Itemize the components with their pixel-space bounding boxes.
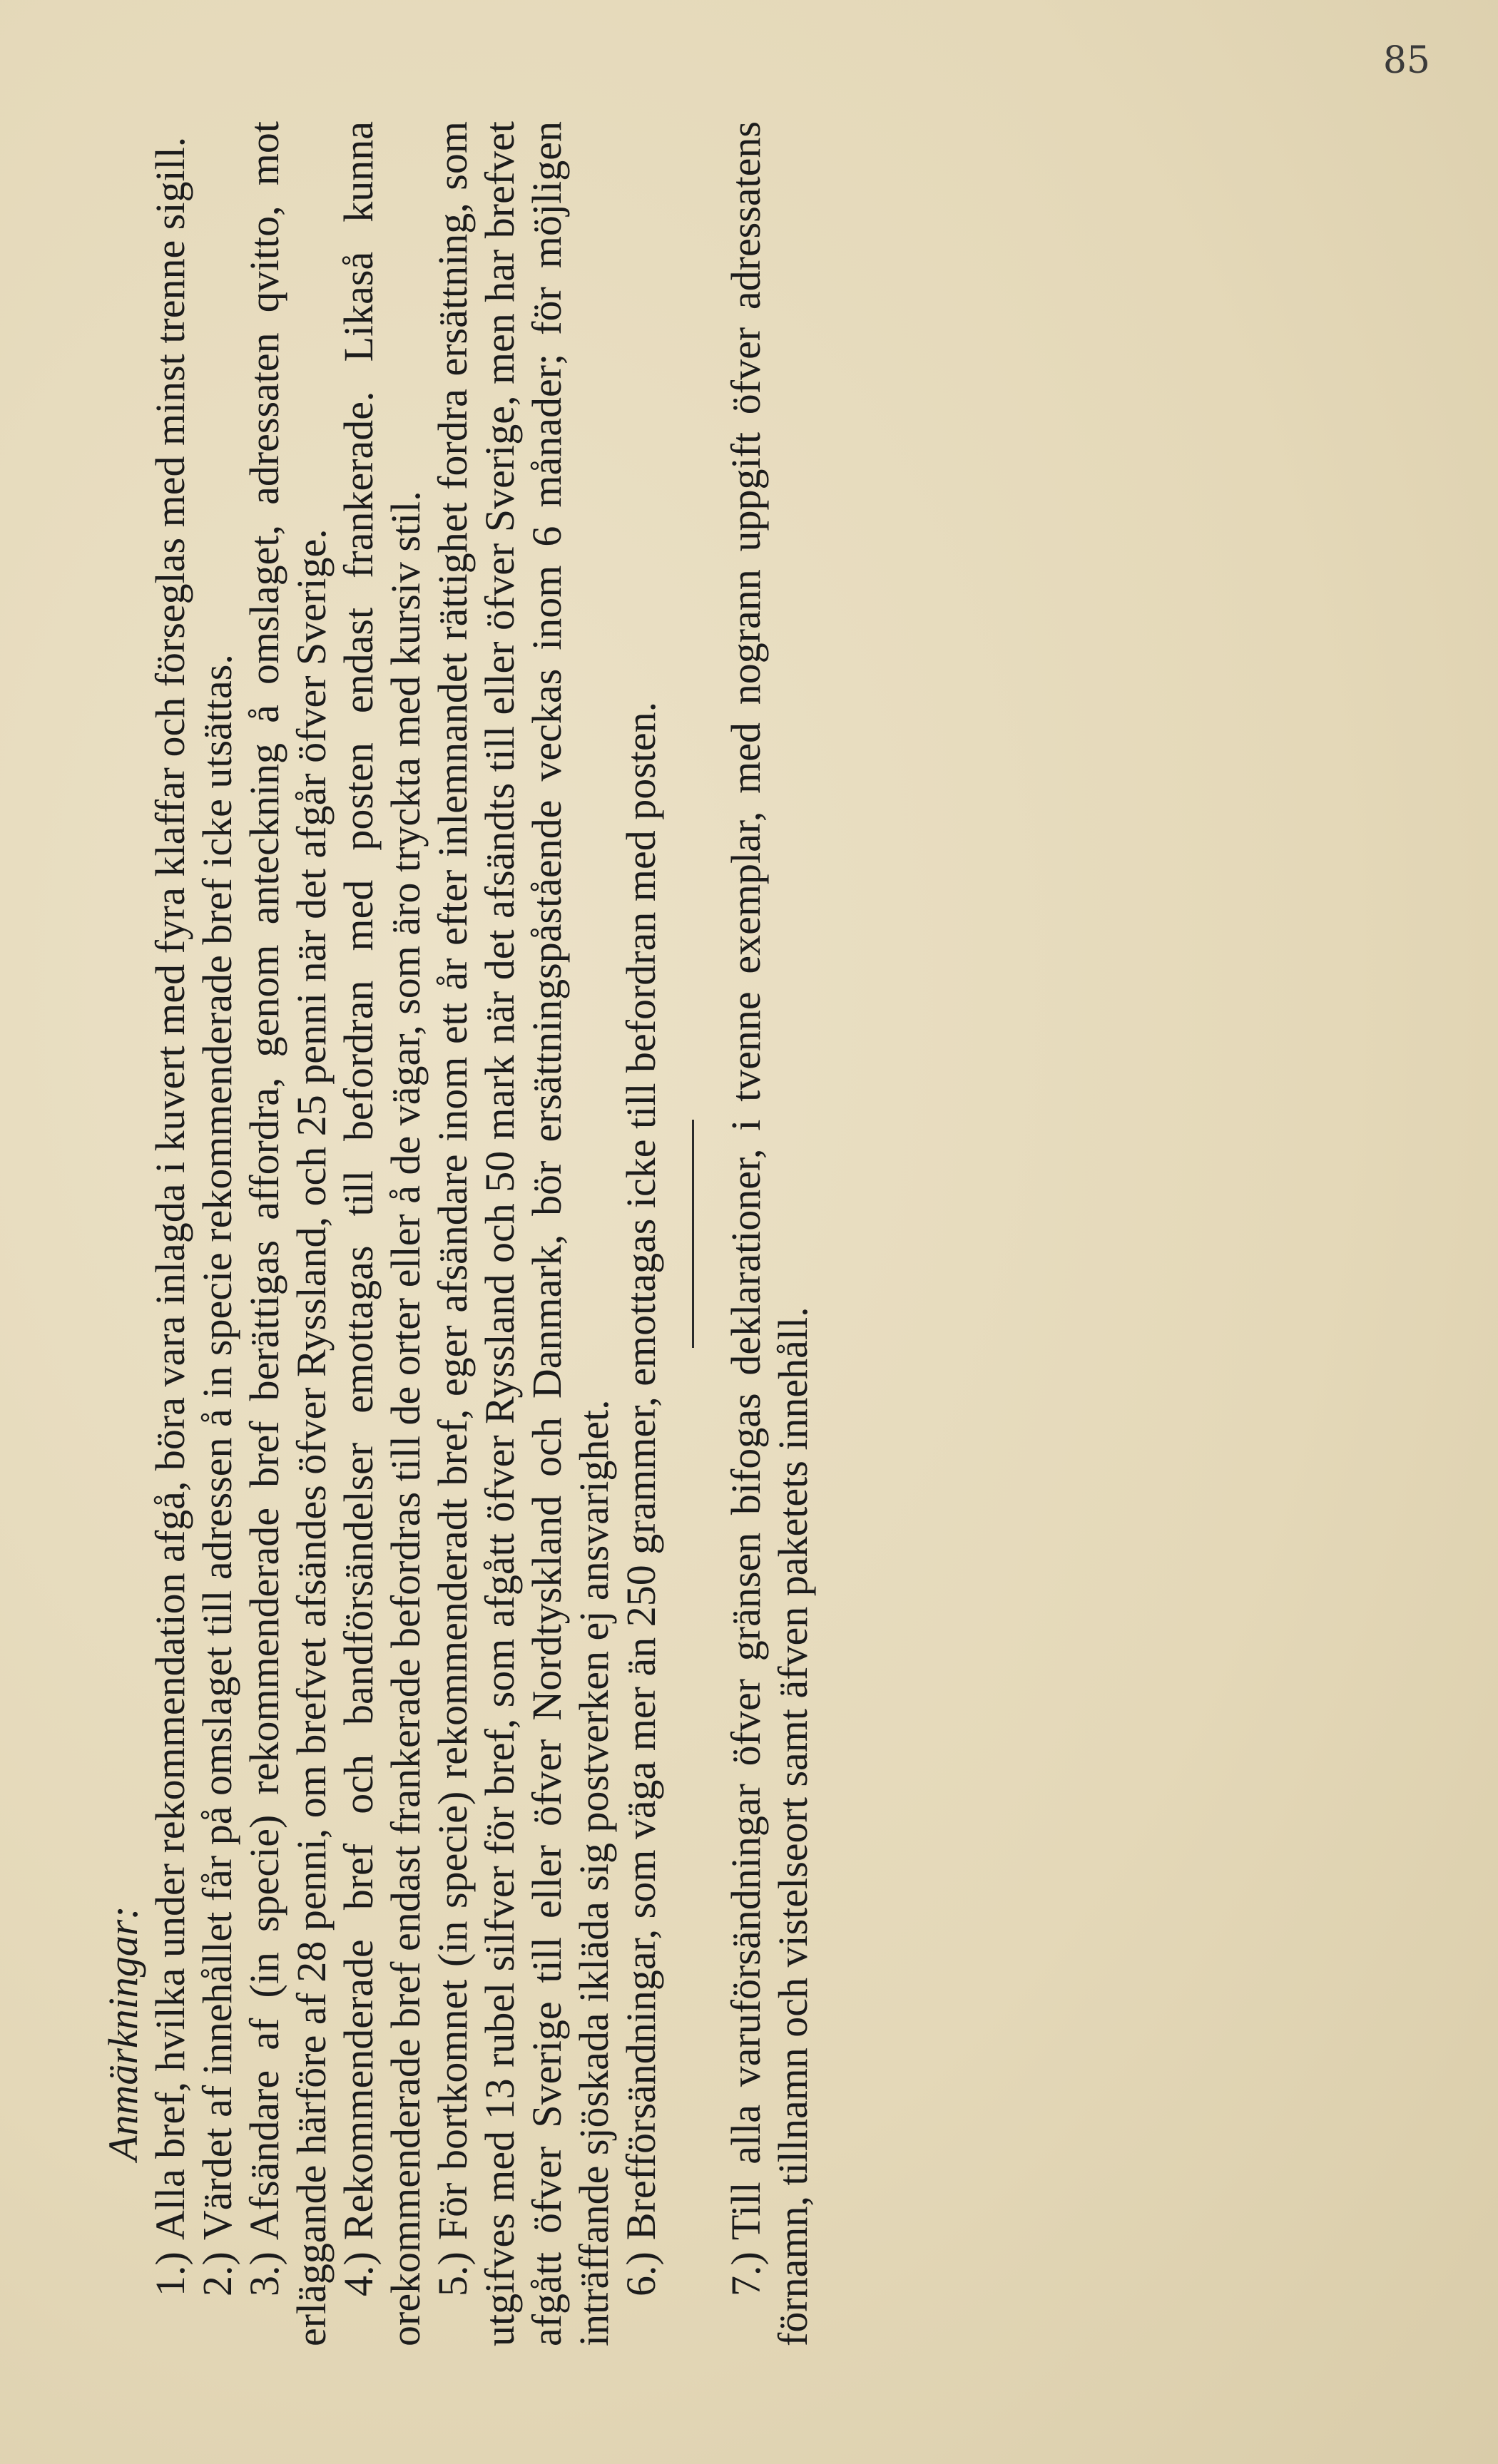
- note-5: [429, 121, 618, 2346]
- rotated-text-block: [100, 121, 1213, 2346]
- note-3: [241, 121, 335, 2346]
- note-text: Alla bref, hvilka under rekommendation afgå, böra vara inlagda i kuvert med fyra klaffar och förseglas med minst trenne sigill.: [147, 136, 193, 2241]
- note-text: Rekommenderade bref och bandförsändelser emottagas till befordran med posten endast frankerade. Likaså kunna orekommenderade bref endast frankerade befordras till de orter eller å de vägar, som äro tryckta med kursiv stil.: [335, 121, 429, 2346]
- note-6: [618, 121, 665, 2346]
- section-divider: [692, 1120, 694, 1348]
- note-1: [147, 121, 194, 2346]
- notes-heading: Anmärkningar:: [100, 1906, 146, 2161]
- note-text: Brefförsändningar, som väga mer än 250 grammer, emottagas icke till befordran med posten.: [618, 701, 664, 2241]
- note-number: 6.): [618, 2251, 664, 2296]
- note-4: [335, 121, 429, 2346]
- note-2: [194, 121, 241, 2346]
- note-text: Värdet af innehållet får på omslaget till adressen å in specie rekommenderade bref icke utsättas.: [194, 654, 240, 2241]
- note-number: 5.): [429, 2251, 476, 2296]
- note-text: För bortkomnet (in specie) rekommenderadt bref, eger afsändare inom ett år efter inlemnandet rättighet fordra ersättning, som utgifves med 13 rubel silfver för bref, som afgått öfver Ryssland och 50 mark när det afsändts till eller öfver Sverige, men har brefvet afgått öfver Sverige till eller öfver Nordtyskland och Danmark, bör ersättningspåstående veckas inom 6 månader; för möjligen inträffande sjöskada ikläda sig postverken ej ansvarighet.: [429, 121, 617, 2346]
- note-number: 1.): [147, 2251, 193, 2296]
- note-text: Afsändare af (in specie) rekommenderade bref berättigas affordra, genom anteckning å omslaget, adressaten qvitto, mot erläggande härföre af 28 penni, om brefvet afsändes öfver Ryssland, och 25 penni när det afgår öfver Sverige.: [241, 121, 335, 2346]
- note-number: 2.): [194, 2251, 240, 2296]
- note-number: 3.): [241, 2251, 287, 2296]
- page-number: 85: [1382, 39, 1430, 82]
- note-7: [723, 121, 817, 2346]
- note-text: Till alla varuförsändningar öfver gränsen bifogas deklarationer, i tvenne exemplar, med nogrann uppgift öfver adressatens förnamn, tillnamn och vistelseort samt äfven paketets innehåll.: [723, 121, 816, 2346]
- note-number: 4.): [335, 2251, 382, 2296]
- note-number: 7.): [723, 2251, 769, 2296]
